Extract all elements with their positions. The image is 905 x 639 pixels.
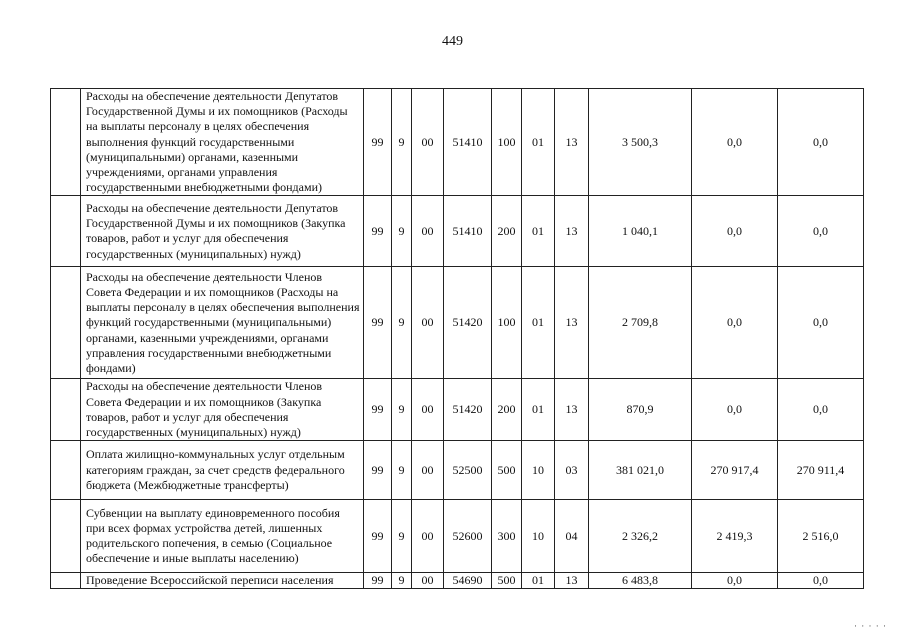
blank-lead-cell <box>51 89 81 196</box>
code-cell-c7: 13 <box>555 267 589 379</box>
blank-lead-cell <box>51 573 81 589</box>
code-cell-c2: 9 <box>392 500 412 573</box>
code-cell-c5: 100 <box>492 89 522 196</box>
code-cell-c7: 13 <box>555 573 589 589</box>
blank-lead-cell <box>51 267 81 379</box>
amount-cell-a3: 270 911,4 <box>778 441 864 500</box>
code-cell-c5: 100 <box>492 267 522 379</box>
amount-cell-a3: 0,0 <box>778 573 864 589</box>
amount-cell-a2: 270 917,4 <box>692 441 778 500</box>
amount-cell-a3: 0,0 <box>778 196 864 267</box>
scan-artifact: · · · · · <box>854 621 887 631</box>
table-row <box>51 196 864 267</box>
amount-cell-a2: 0,0 <box>692 379 778 441</box>
code-cell-c7: 13 <box>555 379 589 441</box>
code-cell-c5: 200 <box>492 379 522 441</box>
code-cell-c2: 9 <box>392 573 412 589</box>
code-cell-c6: 01 <box>522 379 555 441</box>
amount-cell-a2: 0,0 <box>692 196 778 267</box>
code-cell-c1: 99 <box>364 573 392 589</box>
code-cell-c2: 9 <box>392 267 412 379</box>
amount-cell-a1: 870,9 <box>589 379 692 441</box>
code-cell-c3: 00 <box>412 196 444 267</box>
code-cell-c5: 500 <box>492 573 522 589</box>
code-cell-c6: 10 <box>522 441 555 500</box>
amount-cell-a2: 0,0 <box>692 573 778 589</box>
code-cell-c7: 13 <box>555 196 589 267</box>
row-description: Расходы на обеспечение деятельности Депутатов Государственной Думы и их помощников (Расходы на выплаты персоналу в целях обеспечения выполнения функций государственными (муниципальными) органами, казенными учреждениями, органами управления государственными внебюджетными фондами) <box>81 89 364 196</box>
code-cell-c7: 03 <box>555 441 589 500</box>
code-cell-c3: 00 <box>412 573 444 589</box>
code-cell-c4: 51410 <box>444 89 492 196</box>
table-row <box>51 441 864 500</box>
amount-cell-a2: 2 419,3 <box>692 500 778 573</box>
amount-cell-a1: 2 709,8 <box>589 267 692 379</box>
code-cell-c2: 9 <box>392 441 412 500</box>
code-cell-c2: 9 <box>392 196 412 267</box>
code-cell-c3: 00 <box>412 379 444 441</box>
table-row <box>51 89 864 196</box>
amount-cell-a1: 3 500,3 <box>589 89 692 196</box>
code-cell-c2: 9 <box>392 379 412 441</box>
row-description: Расходы на обеспечение деятельности Членов Совета Федерации и их помощников (Закупка товаров, работ и услуг для обеспечения государственных (муниципальных) нужд) <box>81 379 364 441</box>
row-description: Расходы на обеспечение деятельности Депутатов Государственной Думы и их помощников (Закупка товаров, работ и услуг для обеспечения государственных (муниципальных) нужд) <box>81 196 364 267</box>
blank-lead-cell <box>51 196 81 267</box>
amount-cell-a3: 0,0 <box>778 267 864 379</box>
blank-lead-cell <box>51 441 81 500</box>
code-cell-c4: 52500 <box>444 441 492 500</box>
table-row <box>51 267 864 379</box>
table-row <box>51 573 864 589</box>
code-cell-c1: 99 <box>364 379 392 441</box>
table-row <box>51 500 864 573</box>
code-cell-c3: 00 <box>412 267 444 379</box>
code-cell-c1: 99 <box>364 500 392 573</box>
code-cell-c6: 01 <box>522 267 555 379</box>
amount-cell-a2: 0,0 <box>692 267 778 379</box>
code-cell-c6: 01 <box>522 89 555 196</box>
code-cell-c5: 300 <box>492 500 522 573</box>
code-cell-c1: 99 <box>364 441 392 500</box>
amount-cell-a3: 0,0 <box>778 379 864 441</box>
code-cell-c2: 9 <box>392 89 412 196</box>
code-cell-c3: 00 <box>412 89 444 196</box>
row-description: Субвенции на выплату единовременного пособия при всех формах устройства детей, лишенных родительского попечения, в семью (Социальное обеспечение и иные выплаты населению) <box>81 500 364 573</box>
code-cell-c4: 51410 <box>444 196 492 267</box>
code-cell-c1: 99 <box>364 196 392 267</box>
budget-table <box>50 88 864 589</box>
code-cell-c7: 04 <box>555 500 589 573</box>
row-description: Проведение Всероссийской переписи населения <box>81 573 364 589</box>
code-cell-c4: 54690 <box>444 573 492 589</box>
row-description: Оплата жилищно-коммунальных услуг отдельным категориям граждан, за счет средств федерального бюджета (Межбюджетные трансферты) <box>81 441 364 500</box>
code-cell-c5: 200 <box>492 196 522 267</box>
code-cell-c5: 500 <box>492 441 522 500</box>
table-row <box>51 379 864 441</box>
code-cell-c6: 10 <box>522 500 555 573</box>
amount-cell-a3: 2 516,0 <box>778 500 864 573</box>
amount-cell-a1: 381 021,0 <box>589 441 692 500</box>
code-cell-c6: 01 <box>522 196 555 267</box>
amount-cell-a2: 0,0 <box>692 89 778 196</box>
code-cell-c3: 00 <box>412 500 444 573</box>
amount-cell-a3: 0,0 <box>778 89 864 196</box>
blank-lead-cell <box>51 500 81 573</box>
page-number: 449 <box>442 34 463 49</box>
amount-cell-a1: 6 483,8 <box>589 573 692 589</box>
row-description: Расходы на обеспечение деятельности Членов Совета Федерации и их помощников (Расходы на выплаты персоналу в целях обеспечения выполнения функций государственными (муниципальными) органами, казенными учреждениями, органами управления государственными внебюджетными фондами) <box>81 267 364 379</box>
code-cell-c1: 99 <box>364 89 392 196</box>
blank-lead-cell <box>51 379 81 441</box>
amount-cell-a1: 1 040,1 <box>589 196 692 267</box>
code-cell-c7: 13 <box>555 89 589 196</box>
code-cell-c4: 51420 <box>444 379 492 441</box>
code-cell-c3: 00 <box>412 441 444 500</box>
code-cell-c4: 51420 <box>444 267 492 379</box>
code-cell-c1: 99 <box>364 267 392 379</box>
code-cell-c6: 01 <box>522 573 555 589</box>
amount-cell-a1: 2 326,2 <box>589 500 692 573</box>
code-cell-c4: 52600 <box>444 500 492 573</box>
